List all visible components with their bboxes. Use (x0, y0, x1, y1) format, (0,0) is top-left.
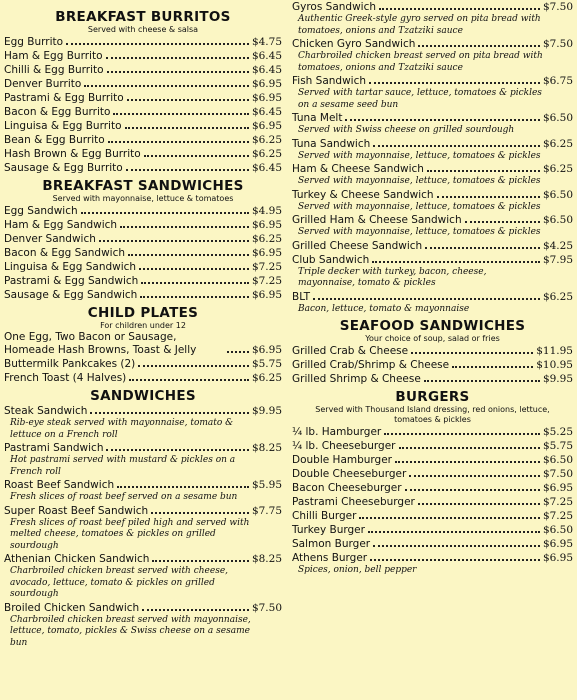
menu-item (292, 453, 573, 467)
section-title: BREAKFAST SANDWICHES (42, 178, 244, 194)
leader-dots (142, 608, 249, 611)
right-column (292, 0, 573, 577)
menu-item-name: Tuna Melt (292, 112, 343, 124)
menu-item-description: Authentic Greek-style gyro served on pita bread with tomatoes, onions and Tzatziki sauce (298, 14, 541, 36)
menu-item-name: Super Roast Beef Sandwich (4, 504, 149, 517)
menu-item-price: $6.25 (542, 290, 573, 303)
menu-item-name: Ham & Egg Sandwich (4, 219, 118, 231)
leader-dots (313, 297, 540, 300)
menu-item (4, 441, 282, 455)
menu-item-price: $6.95 (251, 78, 282, 90)
menu-item (292, 467, 573, 481)
menu-item-description: Charbroiled chicken breast served on pita bread with tomatoes, onions and Tzatziki sauce (298, 51, 543, 73)
menu-item-name: Bacon & Egg Sandwich (4, 247, 126, 259)
menu-item-price: $4.75 (251, 36, 282, 48)
menu-item-name: Athenian Chicken Sandwich (4, 553, 150, 565)
menu-item-description: Fresh slices of roast beef piled high and served with melted cheese, tomatoes & pickles on grilled sourdough (10, 517, 250, 551)
menu-item-description: Charbroiled chicken breast served with cheese, avocado, lettuce, tomato & pickles on grilled sourdough (10, 566, 229, 599)
menu-item (4, 77, 282, 91)
menu-item (292, 253, 573, 267)
menu-item-name: Egg Sandwich (4, 205, 78, 217)
menu-item (4, 105, 282, 119)
menu-item (292, 290, 573, 304)
leader-dots (418, 44, 540, 47)
menu-item-price: $6.75 (542, 75, 573, 87)
menu-section-sandwiches (4, 389, 282, 649)
menu-item-description: Served with tartar sauce, lettuce, tomatoes & pickles on a sesame seed bun (298, 88, 542, 110)
menu-item (4, 91, 282, 105)
menu-item-price: $6.45 (251, 64, 282, 76)
menu-item (292, 162, 573, 176)
menu-item-name: BLT (292, 290, 311, 303)
leader-dots (373, 544, 540, 547)
menu-item-name: Grilled Ham & Cheese Sandwich (292, 214, 462, 226)
leader-dots (373, 144, 540, 147)
menu-item-price: $5.75 (251, 358, 282, 370)
leader-dots (126, 168, 249, 171)
menu-item-price: $6.50 (542, 188, 573, 201)
menu-item-price: $5.25 (542, 426, 573, 438)
menu-item-price: $7.25 (542, 496, 573, 508)
menu-item-name: Linguisa & Egg Burrito (4, 120, 122, 132)
leader-dots (99, 239, 249, 242)
menu-item (4, 218, 282, 232)
menu-item (292, 358, 573, 372)
menu-item-description: Hot pastrami served with mustard & pickles on a French roll (10, 455, 236, 477)
menu-item-name: Bacon & Egg Burrito (4, 106, 111, 118)
menu-section-breakfast-sandwiches (4, 179, 282, 302)
leader-dots (370, 558, 540, 561)
menu-item-name: Tuna Sandwich (292, 137, 371, 150)
leader-dots (141, 281, 249, 284)
leader-dots (427, 169, 540, 172)
leader-dots (107, 70, 249, 73)
menu-item-price: $7.50 (542, 38, 573, 50)
menu-item-name: Chicken Gyro Sandwich (292, 38, 416, 50)
menu-item (292, 188, 573, 202)
menu-item-name: Athens Burger (292, 552, 368, 564)
menu-section-breakfast-burritos (4, 10, 282, 175)
leader-dots (399, 446, 540, 449)
menu-item-price: $5.95 (251, 479, 282, 491)
section-subtitle: For children under 12 (100, 321, 186, 330)
menu-item-name: Grilled Crab/Shrimp & Cheese (292, 359, 450, 371)
leader-dots (372, 260, 540, 263)
menu-item (292, 481, 573, 495)
menu-item-description: Served with mayonnaise, lettuce, tomatoes & pickles (298, 201, 541, 212)
menu-item-description: Rib-eye steak served with mayonnaise, tomato & lettuce on a French roll (10, 418, 234, 440)
menu-item (4, 147, 282, 161)
menu-item-name: Bacon Cheeseburger (292, 482, 402, 494)
menu-item-price: $6.45 (251, 50, 282, 62)
menu-item (4, 49, 282, 63)
menu-item-name: Ham & Egg Burrito (4, 50, 103, 62)
section-subtitle: Served with Thousand Island dressing, red onions, lettuce, tomatoes & pickles (315, 405, 550, 424)
menu-item (292, 0, 573, 14)
menu-item (4, 260, 282, 274)
menu-item (292, 239, 573, 253)
menu-item-name: Pastrami Sandwich (4, 442, 104, 454)
leader-dots (117, 485, 249, 488)
menu-item-name: ¼ lb. Cheeseburger (292, 440, 396, 452)
section-title: CHILD PLATES (87, 305, 199, 321)
menu-item-price: $6.95 (542, 482, 573, 494)
menu-item-price: $6.45 (251, 162, 282, 174)
menu-item-name: Roast Beef Sandwich (4, 479, 115, 491)
section-title: SEAFOOD SANDWICHES (339, 318, 526, 334)
menu-item (292, 509, 573, 523)
menu-item (292, 439, 573, 453)
menu-item (292, 537, 573, 551)
menu-item-name: Chilli & Egg Burrito (4, 64, 104, 76)
left-column (4, 0, 282, 649)
menu-item-price: $6.95 (251, 289, 282, 301)
menu-item (292, 111, 573, 125)
menu-item (4, 35, 282, 49)
leader-dots (409, 474, 540, 477)
leader-dots (405, 488, 540, 491)
menu-item-price: $7.50 (542, 468, 573, 480)
menu-item-name: Salmon Burger (292, 538, 371, 550)
menu-item-price: $6.50 (542, 112, 573, 124)
menu-section-burgers (292, 390, 573, 577)
leader-dots (345, 118, 539, 121)
leader-dots (151, 511, 249, 514)
menu-section-child-plates (4, 306, 282, 385)
leader-dots (129, 378, 249, 381)
menu-item-price: $11.95 (536, 345, 573, 357)
menu-item-price: $6.25 (542, 137, 573, 150)
menu-section-seafood-sandwiches (292, 319, 573, 386)
section-subtitle: Served with mayonnaise, lettuce & tomatoes (52, 194, 234, 203)
leader-dots (395, 460, 540, 463)
menu-item-price: $7.95 (542, 253, 573, 266)
menu-item-price: $8.25 (251, 442, 282, 454)
menu-item-name: Broiled Chicken Sandwich (4, 601, 140, 614)
section-title: BREAKFAST BURRITOS (55, 9, 231, 25)
menu-item-name: Turkey & Cheese Sandwich (292, 188, 434, 201)
menu-item-name: Hash Brown & Egg Burrito (4, 148, 141, 160)
menu-item (4, 331, 282, 357)
menu-item-name: Denver Sandwich (4, 233, 96, 245)
menu-item-name: One Egg, Two Bacon or Sausage, Homeade Hash Browns, Toast & Jelly (4, 331, 197, 356)
leader-dots (384, 432, 540, 435)
leader-dots (452, 365, 533, 368)
leader-dots (227, 350, 249, 353)
menu-item (292, 213, 573, 227)
menu-item-name: Pastrami Cheeseburger (292, 496, 415, 508)
menu-item-name: Buttermilk Pankcakes (2) (4, 358, 136, 370)
menu-item-name: Turkey Burger (292, 524, 365, 536)
menu-item (292, 344, 573, 358)
menu-item-price: $7.25 (251, 261, 282, 273)
menu-item-description: Fresh slices of roast beef served on a sesame bun (10, 492, 238, 502)
menu-item (4, 552, 282, 566)
menu-item-description: Served with mayonnaise, lettuce, tomatoes & pickles (298, 150, 541, 161)
leader-dots (424, 379, 540, 382)
leader-dots (140, 295, 249, 298)
menu-item-name: Fish Sandwich (292, 75, 367, 87)
menu-item-price: $6.95 (251, 92, 282, 104)
menu-item-price: $9.95 (542, 373, 573, 385)
menu-item-price: $6.95 (251, 120, 282, 132)
menu-item-description: Charbroiled chicken breast served with mayonnaise, lettuce, tomato, pickles & Swiss cheese on a sesame bun (10, 614, 251, 648)
leader-dots (90, 411, 248, 414)
menu-item (292, 37, 573, 51)
menu-item (4, 274, 282, 288)
menu-item-name: Double Cheeseburger (292, 468, 407, 480)
leader-dots (359, 516, 540, 519)
leader-dots (128, 253, 249, 256)
menu-item-name: Double Hamburger (292, 454, 392, 466)
leader-dots (106, 448, 248, 451)
menu-item-price: $6.25 (251, 148, 282, 160)
section-subtitle: Your choice of soup, salad or fries (365, 334, 500, 343)
menu-item-name: Egg Burrito (4, 36, 64, 48)
menu-item-name: Pastrami & Egg Burrito (4, 92, 124, 104)
menu-item-name: French Toast (4 Halves) (4, 372, 127, 384)
leader-dots (144, 154, 249, 157)
menu-item (292, 137, 573, 151)
leader-dots (425, 246, 540, 249)
menu-item-price: $6.95 (542, 538, 573, 550)
menu-item (4, 371, 282, 385)
menu-item (4, 601, 282, 615)
menu-item-name: Grilled Cheese Sandwich (292, 239, 423, 252)
leader-dots (125, 126, 249, 129)
menu-item (292, 551, 573, 565)
menu-item-price: $6.95 (251, 247, 282, 259)
leader-dots (437, 195, 540, 198)
menu-item (292, 425, 573, 439)
menu-item-description: Served with mayonnaise, lettuce, tomatoes & pickles (298, 176, 541, 186)
menu-item-price: $6.50 (542, 214, 573, 226)
leader-dots (81, 211, 249, 214)
leader-dots (465, 220, 540, 223)
leader-dots (106, 56, 249, 59)
menu-item-price: $4.95 (251, 205, 282, 217)
section-title: SANDWICHES (90, 388, 196, 404)
leader-dots (152, 559, 249, 562)
leader-dots (139, 267, 249, 270)
menu-item-name: Grilled Crab & Cheese (292, 345, 409, 357)
leader-dots (138, 364, 249, 367)
menu-section (292, 0, 573, 315)
menu-item-price: $4.25 (542, 239, 573, 252)
menu-item (4, 404, 282, 418)
leader-dots (120, 225, 249, 228)
leader-dots (113, 112, 249, 115)
menu-item-price: $6.50 (542, 524, 573, 536)
menu-item (4, 133, 282, 147)
menu-item (4, 478, 282, 492)
menu-item (4, 246, 282, 260)
menu-item-price: $6.45 (251, 106, 282, 118)
menu-item-name: Sausage & Egg Sandwich (4, 289, 138, 301)
menu-item-description: Spices, onion, bell pepper (298, 565, 417, 575)
leader-dots (369, 81, 540, 84)
menu-item-price: $7.75 (251, 504, 282, 517)
menu-item (4, 204, 282, 218)
menu-item-price: $6.25 (251, 233, 282, 245)
menu-item (4, 232, 282, 246)
menu-item (4, 288, 282, 302)
menu-item (292, 523, 573, 537)
leader-dots (411, 351, 533, 354)
menu-item-name: Bean & Egg Burrito (4, 134, 105, 146)
menu-item (4, 357, 282, 371)
menu-item-price: $7.50 (251, 601, 282, 614)
menu-item-price: $6.50 (542, 454, 573, 466)
menu-item (4, 119, 282, 133)
menu-item-description: Served with mayonnaise, lettuce, tomatoes & pickles (298, 227, 541, 237)
menu-item (292, 495, 573, 509)
menu-item-price: $10.95 (536, 359, 573, 371)
menu-item (4, 161, 282, 175)
menu-item-price: $7.25 (251, 275, 282, 287)
menu-item-name: Club Sandwich (292, 253, 370, 266)
menu-item-name: Sausage & Egg Burrito (4, 162, 123, 174)
menu-item-price: $9.95 (251, 405, 282, 417)
menu-item-name: Steak Sandwich (4, 405, 88, 417)
leader-dots (127, 98, 249, 101)
menu-item-name: Pastrami & Egg Sandwich (4, 275, 139, 287)
menu-item-description: Bacon, lettuce, tomato & mayonnaise (298, 303, 470, 314)
leader-dots (108, 140, 249, 143)
menu-item-price: $6.25 (542, 163, 573, 175)
menu-item-price: $5.75 (542, 440, 573, 452)
leader-dots (418, 502, 540, 505)
section-subtitle: Served with cheese & salsa (87, 25, 199, 34)
section-title: BURGERS (395, 389, 470, 405)
menu-item-price: $7.25 (542, 510, 573, 522)
menu-item-description: Triple decker with turkey, bacon, cheese, mayonnaise, tomato & pickles (298, 266, 487, 288)
menu-item-name: ¼ lb. Hamburger (292, 426, 382, 438)
leader-dots (66, 42, 249, 45)
menu-item-name: Denver Burrito (4, 78, 82, 90)
menu-item-name: Chilli Burger (292, 510, 357, 522)
menu-item (4, 63, 282, 77)
menu-item-price: $6.95 (542, 552, 573, 564)
leader-dots (84, 84, 249, 87)
menu-item-name: Linguisa & Egg Sandwich (4, 261, 137, 273)
menu-item-description: Served with Swiss cheese on grilled sourdough (298, 125, 515, 135)
menu-item-price: $7.50 (542, 1, 573, 13)
menu-item-name: Ham & Cheese Sandwich (292, 163, 424, 175)
menu-item (292, 372, 573, 386)
menu-item-price: $6.25 (251, 372, 282, 384)
menu-item-price: $6.95 (251, 344, 282, 356)
menu-item (4, 504, 282, 518)
menu-item-price: $6.95 (251, 219, 282, 231)
menu-item-price: $8.25 (251, 553, 282, 565)
menu-item-name: Grilled Shrimp & Cheese (292, 373, 421, 385)
menu-item-price: $6.25 (251, 134, 282, 146)
menu-item (292, 74, 573, 88)
leader-dots (368, 530, 540, 533)
menu-item-name: Gyros Sandwich (292, 1, 377, 13)
leader-dots (379, 7, 540, 10)
